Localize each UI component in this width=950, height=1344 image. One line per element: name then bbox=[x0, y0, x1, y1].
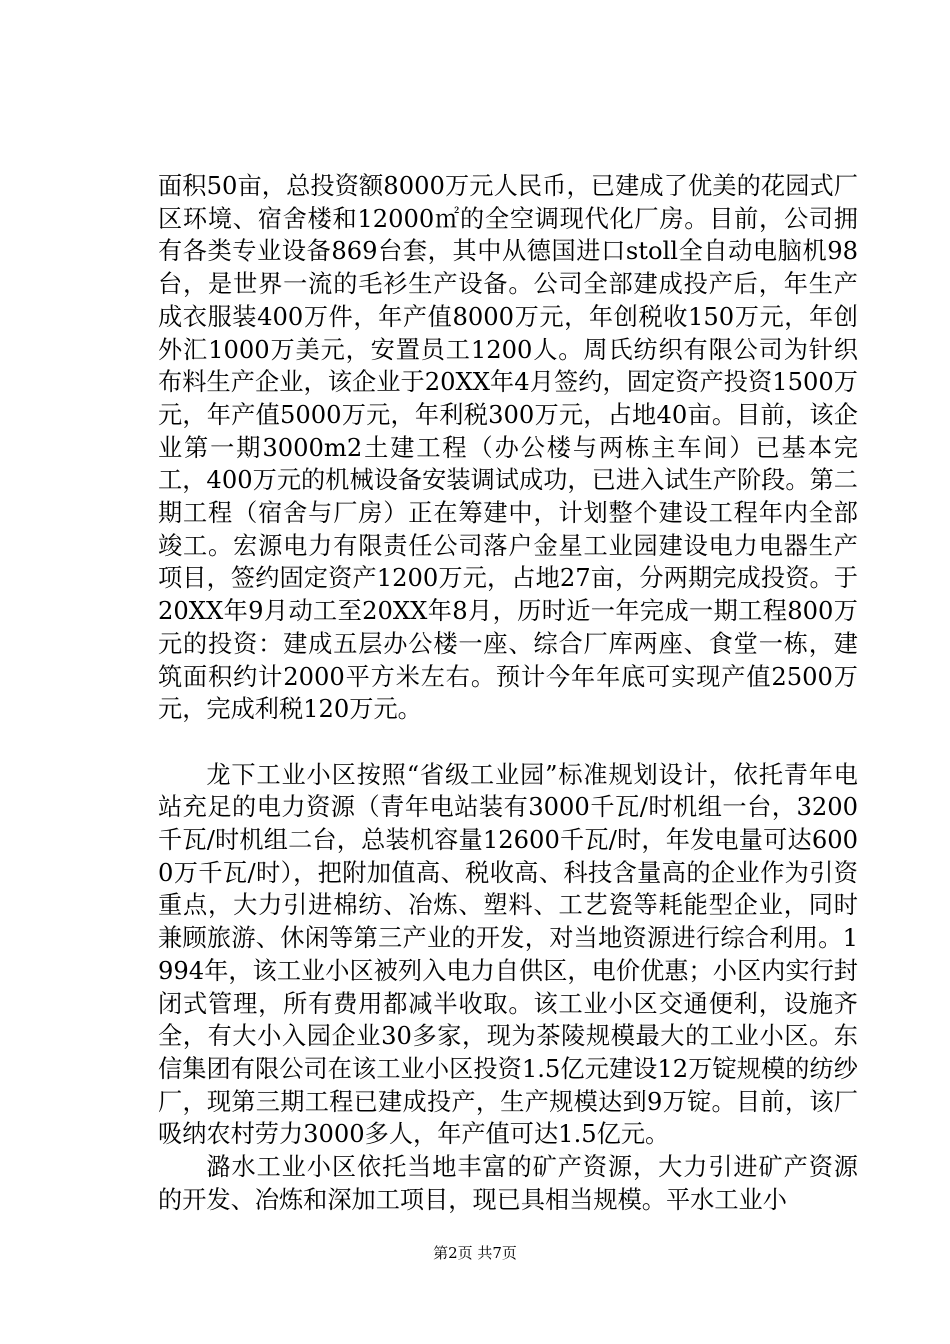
paragraph-1: 面积50亩，总投资额8000万元人民币，已建成了优美的花园式厂区环境、宿舍楼和12000㎡的全空调现代化厂房。目前，公司拥有各类专业设备869台套，其中从德国进口stoll全自动电脑机98台，是世界一流的毛衫生产设备。公司全部建成投产后，年生产成衣服装400万件，年产值8000万元，年创税收150万元，年创外汇1000万美元，安置员工1200人。周氏纺织有限公司为针织布料生产企业，该企业于20XX年4月签约，固定资产投资1500万元，年产值5000万元，年利税300万元，占地40亩。目前，该企业第一期3000m2土建工程（办公楼与两栋主车间）已基本完工，400万元的机械设备安装调试成功，已进入试生产阶段。第二期工程（宿舍与厂房）正在筹建中，计划整个建设工程年内全部竣工。宏源电力有限责任公司落户金星工业园建设电力电器生产项目，签约固定资产1200万元，占地27亩，分两期完成投资。于20XX年9月动工至20XX年8月，历时近一年完成一期工程800万元的投资：建成五层办公楼一座、综合厂库两座、食堂一栋，建筑面积约计2000平方米左右。预计今年年底可实现产值2500万元，完成利税120万元。 bbox=[158, 172, 858, 724]
paragraph-2: 龙下工业小区按照“省级工业园”标准规划设计，依托青年电站充足的电力资源（青年电站装有3000千瓦/时机组一台，3200千瓦/时机组二台，总装机容量12600千瓦/时，年发电量可达6000万千瓦/时），把附加值高、税收高、科技含量高的企业作为引资重点，大力引进棉纺、冶炼、塑料、工艺瓷等耗能型企业，同时兼顾旅游、休闲等第三产业的开发，对当地资源进行综合利用。1994年，该工业小区被列入电力自供区，电价优惠；小区内实行封闭式管理，所有费用都减半收取。该工业小区交通便利，设施齐全，有大小入园企业30多家，现为茶陵规模最大的工业小区。东信集团有限公司在该工业小区投资1.5亿元建设12万锭规模的纺纱厂，现第三期工程已建成投产，生产规模达到9万锭。目前，该厂吸纳农村劳力3000多人，年产值可达1.5亿元。 bbox=[158, 760, 858, 1149]
paragraph-gap bbox=[158, 726, 858, 759]
paragraph-3: 潞水工业小区依托当地丰富的矿产资源，大力引进矿产资源的开发、冶炼和深加工项目，现已具相当规模。平水工业小 bbox=[158, 1153, 858, 1214]
document-body bbox=[158, 170, 858, 1216]
page-footer: 第2页 共7页 bbox=[433, 1244, 517, 1262]
